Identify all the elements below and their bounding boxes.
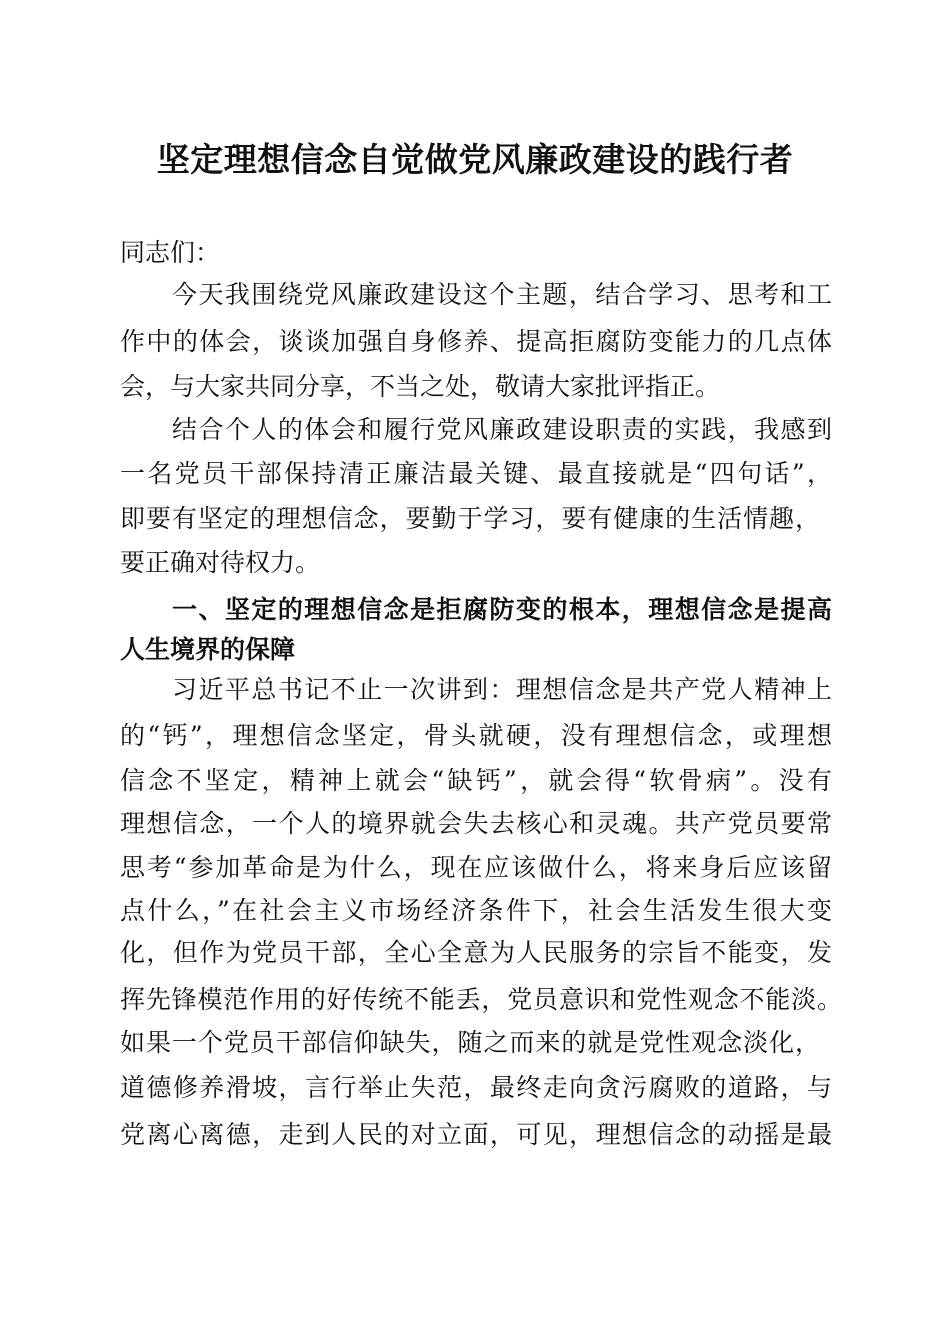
- paragraph-line: 作中的体会，谈谈加强自身修养、提高拒腐防变能力的几点体: [120, 327, 832, 356]
- section-heading: 一、坚定的理想信念是拒腐防变的根本，理想信念是提高: [172, 595, 832, 624]
- paragraph-line: 今天我围绕党风廉政建设这个主题，结合学习、思考和工: [172, 280, 832, 309]
- paragraph-line: 挥先锋模范作用的好传统不能丢，党员意识和党性观念不能淡。: [120, 985, 842, 1014]
- paragraph-line: 要正确对待权力。: [120, 548, 321, 577]
- paragraph-line: 道德修养滑坡，言行举止失范，最终走向贪污腐败的道路，与: [120, 1073, 832, 1102]
- paragraph-line: 理想信念，一个人的境界就会失去核心和灵魂。共产党员要常: [120, 809, 832, 838]
- paragraph-line: 如果一个党员干部信仰缺失，随之而来的就是党性观念淡化，: [120, 1028, 820, 1057]
- paragraph-line: 思考“参加革命是为什么，现在应该做什么，将来身后应该留: [120, 853, 832, 882]
- paragraph-line: 点什么，”在社会主义市场经济条件下，社会生活发生很大变: [120, 896, 832, 925]
- paragraph-line: 信念不坚定，精神上就会“缺钙”，就会得“软骨病”。没有: [120, 766, 832, 795]
- salutation: 同志们：: [120, 238, 221, 267]
- section-heading: 人生境界的保障: [120, 635, 296, 664]
- paragraph-line: 的“钙”，理想信念坚定，骨头就硬，没有理想信念，或理想: [120, 721, 832, 750]
- paragraph-line: 化，但作为党员干部，全心全意为人民服务的宗旨不能变，发: [120, 938, 832, 967]
- paragraph-line: 结合个人的体会和履行党风廉政建设职责的实践，我感到: [172, 415, 832, 444]
- paragraph-line: 习近平总书记不止一次讲到：理想信念是共产党人精神上: [172, 675, 832, 704]
- paragraph-line: 会，与大家共同分享，不当之处，敬请大家批评指正。: [120, 372, 721, 401]
- paragraph-line: 一名党员干部保持清正廉洁最关键、最直接就是“四句话”，: [120, 459, 832, 488]
- paragraph-line: 即要有坚定的理想信念，要勤于学习，要有健康的生活情趣，: [120, 504, 820, 533]
- document-title: 坚定理想信念自觉做党风廉政建设的践行者: [156, 140, 794, 179]
- paragraph-line: 党离心离德，走到人民的对立面，可见，理想信念的动摇是最: [120, 1120, 832, 1149]
